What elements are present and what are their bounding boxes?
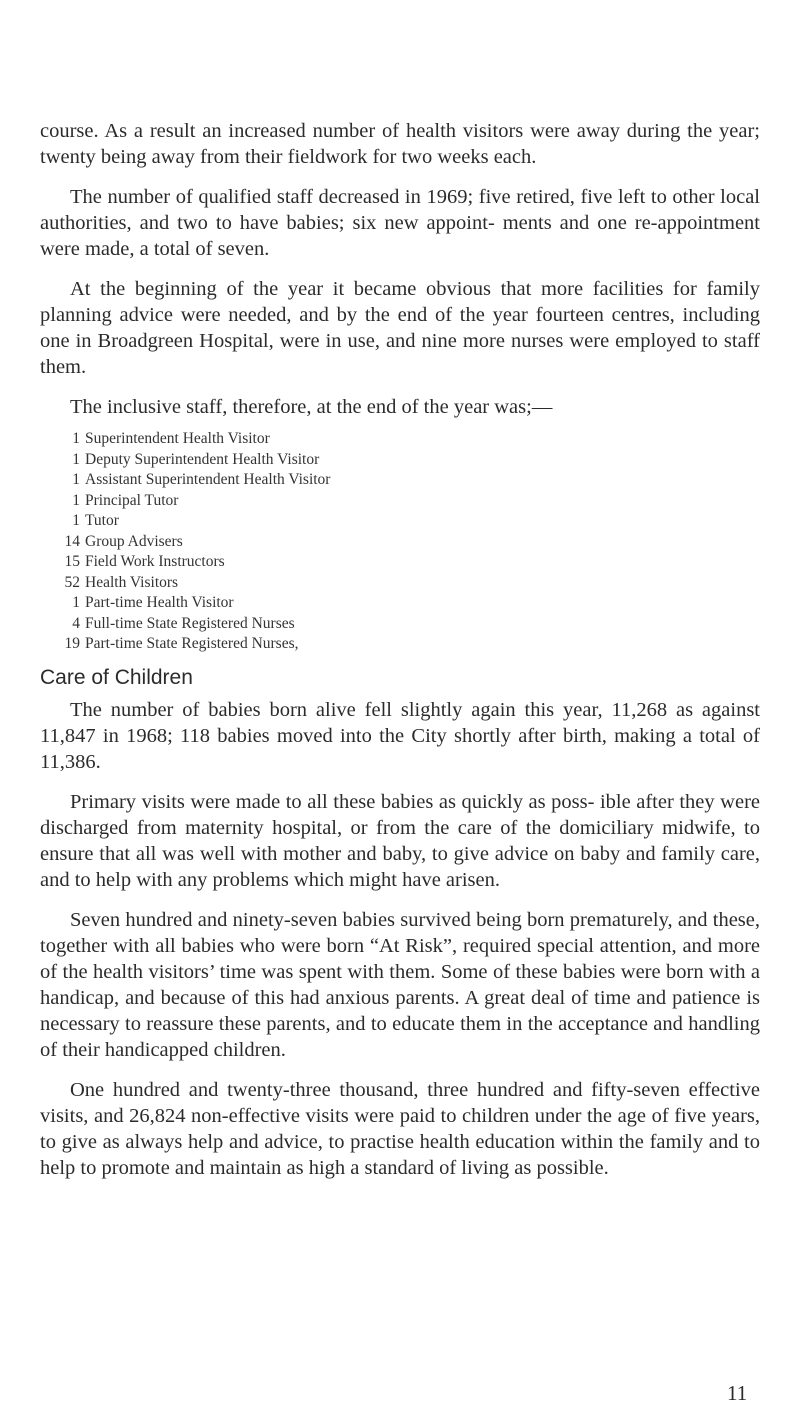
staff-list-item [40, 511, 760, 532]
staff-list-item [40, 470, 760, 491]
staff-role: Health Visitors [85, 573, 179, 591]
staff-role: Superintendent Health Visitor [85, 430, 270, 447]
paragraph-premature-babies: Seven hundred and ninety-seven babies survived being born prematurely, and these, together with all babies who were born “At Risk”, required special attention, and more of the health visitors’ time was spent with them. Some of these babies were born with a handicap, and because of this had anxious parents. A great deal of time and patience is necessary to reassure these parents, and to educate them in the acceptance and handling of their handicapped children. [40, 908, 760, 1061]
staff-count: 1 [72, 512, 80, 529]
staff-role: Tutor [85, 512, 119, 529]
paragraph-qualified-staff: The number of qualified staff decreased in 1969; five retired, five left to other local authorities, and two to have babies; six new appoint- ments and one re-appointment were made, a total of seven. [40, 186, 760, 260]
staff-count: 1 [72, 491, 80, 509]
staff-role: Full-time State Registered Nurses [85, 614, 295, 632]
staff-list-item [40, 593, 760, 614]
staff-role: Field Work Instructors [85, 553, 225, 570]
staff-list-item [40, 450, 760, 471]
staff-role: Group Advisers [85, 532, 183, 550]
staff-list-item [40, 614, 760, 635]
staff-role: Part-time Health Visitor [85, 594, 234, 611]
staff-list-item [40, 532, 760, 553]
staff-role: Assistant Superintendent Health Visitor [85, 471, 331, 488]
staff-list [40, 429, 760, 655]
staff-list-item [40, 491, 760, 512]
staff-count: 15 [64, 553, 80, 570]
paragraph-births: The number of babies born alive fell slightly again this year, 11,268 as against 11,847 in 1968; 118 babies moved into the City shortly after birth, making a total of 11,386. [40, 698, 760, 773]
staff-count: 1 [72, 430, 80, 447]
staff-count: 14 [64, 532, 80, 550]
staff-count: 52 [64, 573, 80, 591]
staff-count: 1 [72, 594, 80, 611]
document-page [40, 118, 760, 1195]
staff-role: Principal Tutor [85, 491, 179, 509]
paragraph-continuation: course. As a result an increased number of health visitors were away during the year; twenty being away from their fieldwork for two weeks each. [40, 120, 760, 168]
paragraph-staff-intro: The inclusive staff, therefore, at the end of the year was;— [70, 396, 553, 418]
staff-list-item [40, 634, 760, 655]
page-number: 11 [727, 1381, 748, 1405]
staff-count: 4 [72, 614, 80, 632]
staff-count: 19 [64, 635, 80, 652]
paragraph-family-planning: At the beginning of the year it became obvious that more facilities for family planning advice were needed, and by the end of the year fourteen centres, including one in Broadgreen Hospital, were in use, and nine more nurses were employed to staff them. [40, 278, 760, 378]
staff-list-item [40, 429, 760, 450]
staff-list-item [40, 552, 760, 573]
staff-count: 1 [72, 471, 80, 488]
staff-role: Part-time State Registered Nurses, [85, 635, 299, 652]
staff-role: Deputy Superintendent Health Visitor [85, 450, 320, 468]
section-heading: Care of Children [40, 665, 193, 689]
paragraph-primary-visits: Primary visits were made to all these babies as quickly as poss- ible after they were discharged from maternity hospital, or from the care of the domiciliary midwife, to ensure that all was well with mother and baby, to give advice on baby and family care, and to help with any problems which might have arisen. [40, 790, 760, 891]
paragraph-effective-visits: One hundred and twenty-three thousand, three hundred and fifty-seven effective visits, and 26,824 non-effective visits were paid to children under the age of five years, to give as always help and advice, to practise health education within the family and to help to promote and maintain as high a standard of living as possible. [40, 1078, 760, 1179]
staff-list-item [40, 573, 760, 594]
staff-count: 1 [72, 450, 80, 468]
